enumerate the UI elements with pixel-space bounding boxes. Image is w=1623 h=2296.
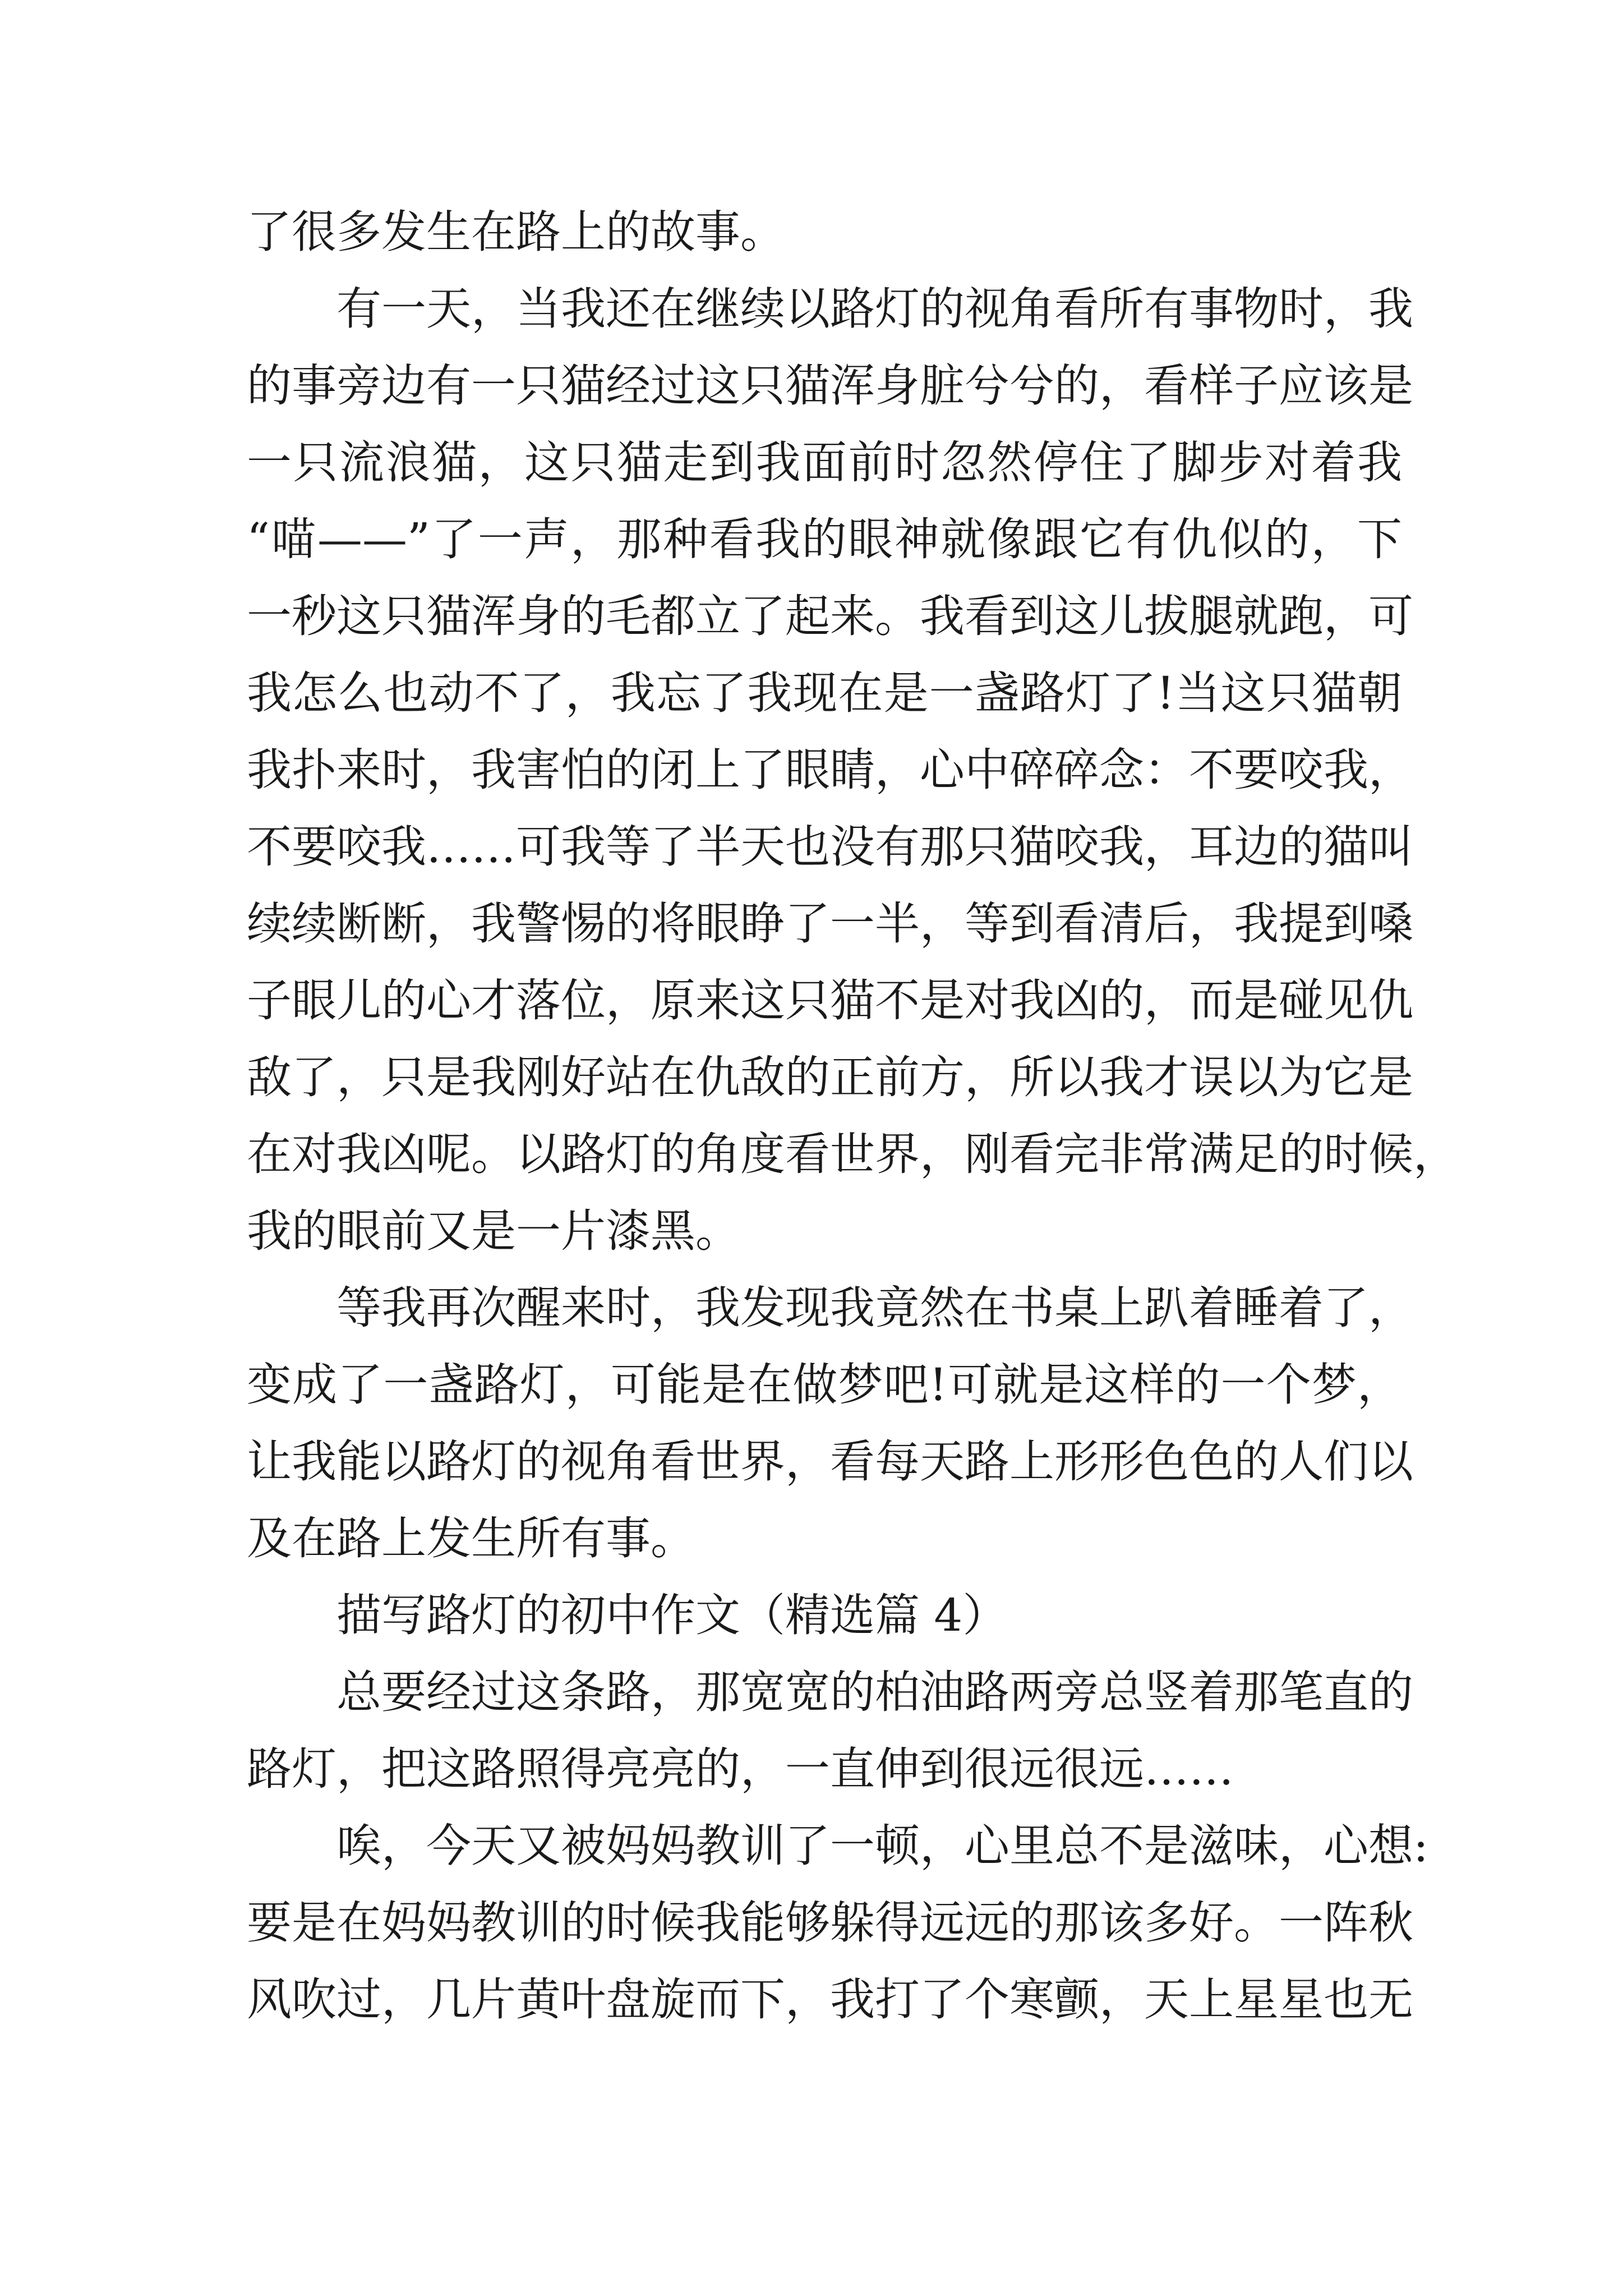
- text-line: “喵——”了一声，那种看我的眼神就像跟它有仇似的，下: [247, 513, 1402, 565]
- text-line: 风吹过，几片黄叶盘旋而下，我打了个寒颤，天上星星也无: [247, 1973, 1413, 2026]
- text-line: 敌了，只是我刚好站在仇敌的正前方，所以我才误以为它是: [247, 1051, 1413, 1103]
- text-line: 描写路灯的初中作文（精选篇 4）: [336, 1589, 1008, 1641]
- text-line: 了很多发生在路上的故事。: [247, 206, 785, 258]
- text-line: 要是在妈妈教训的时候我能够躲得远远的那该多好。一阵秋: [247, 1897, 1413, 1949]
- text-line: 等我再次醒来时，我发现我竟然在书桌上趴着睡着了，: [336, 1282, 1413, 1334]
- text-line: 一只流浪猫，这只猫走到我面前时忽然停住了脚步对着我: [247, 436, 1402, 489]
- text-line: 让我能以路灯的视角看世界，看每天路上形形色色的人们以: [247, 1435, 1413, 1488]
- text-line: 及在路上发生所有事。: [247, 1512, 695, 1565]
- text-line: 我扑来时，我害怕的闭上了眼睛，心中碎碎念：不要咬我，: [247, 744, 1413, 796]
- text-line: 续续断断，我警惕的将眼睁了一半，等到看清后，我提到嗓: [247, 898, 1413, 950]
- text-line: 我怎么也动不了，我忘了我现在是一盏路灯了!当这只猫朝: [247, 667, 1402, 719]
- text-line: 一秒这只猫浑身的毛都立了起来。我看到这儿拔腿就跑，可: [247, 590, 1413, 642]
- essay-body: [247, 194, 1458, 2038]
- text-line: 变成了一盏路灯，可能是在做梦吧!可就是这样的一个梦，: [247, 1359, 1402, 1411]
- text-line: 我的眼前又是一片漆黑。: [247, 1205, 740, 1257]
- text-line: 不要咬我……可我等了半天也没有那只猫咬我，耳边的猫叫: [247, 821, 1413, 873]
- text-line: 路灯，把这路照得亮亮的，一直伸到很远很远……: [247, 1743, 1234, 1795]
- text-line: 总要经过这条路，那宽宽的柏油路两旁总竖着那笔直的: [336, 1666, 1413, 1718]
- text-line: 唉，今天又被妈妈教训了一顿，心里总不是滋味，心想:: [336, 1820, 1428, 1872]
- text-line: 的事旁边有一只猫经过这只猫浑身脏兮兮的，看样子应该是: [247, 360, 1413, 412]
- text-line: 子眼儿的心才落位，原来这只猫不是对我凶的，而是碰见仇: [247, 974, 1413, 1027]
- text-line: 有一天，当我还在继续以路灯的视角看所有事物时，我: [336, 283, 1413, 335]
- text-line: 在对我凶呢。以路灯的角度看世界，刚看完非常满足的时候，: [247, 1128, 1458, 1180]
